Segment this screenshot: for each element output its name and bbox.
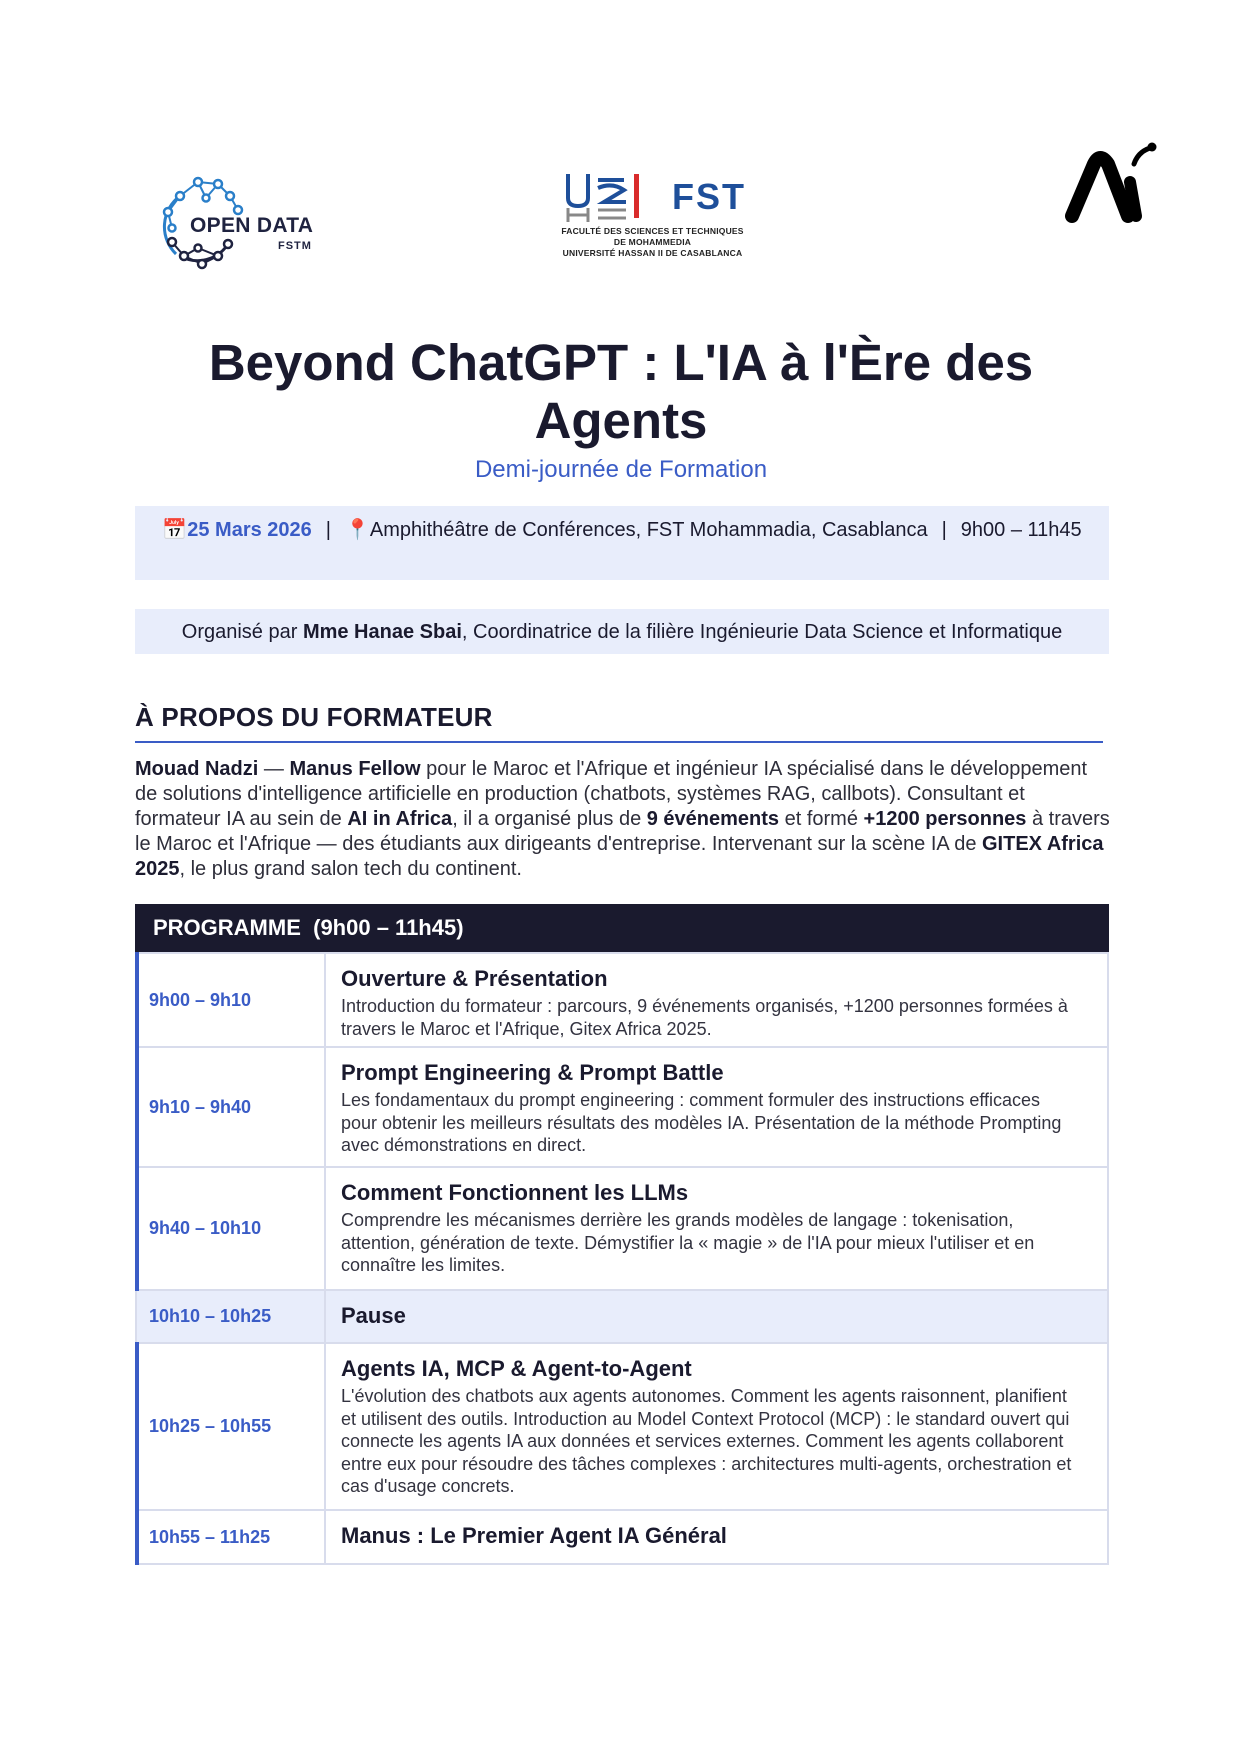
row-accent-bar <box>135 1509 139 1565</box>
trainer-name: Mouad Nadzi <box>135 758 259 780</box>
programme-row-description: L'évolution des chatbots aux agents autonomes. Comment les agents raisonnent, planifient et utilisent des outils. Introduction au Model Context Protocol (MCP) : le standard ouvert qui connecte les agents IA aux données et services externes. Comment les agents collaborent entre eux pour résoudre des tâches complexes : architectures multi-agents, orchestration et cas d'usage concrets. <box>341 1386 1072 1497</box>
trainer-people: +1200 personnes <box>863 808 1027 830</box>
trainer-role: Manus Fellow <box>289 758 421 780</box>
about-text: et formé <box>779 808 864 830</box>
row-divider <box>324 1344 326 1509</box>
about-text: — <box>258 758 290 780</box>
ai-in-africa-logo <box>1064 142 1160 226</box>
row-accent-bar <box>135 952 139 1048</box>
fst-logo-line-3: UNIVERSITÉ HASSAN II DE CASABLANCA <box>562 248 743 258</box>
row-divider <box>324 1168 326 1289</box>
programme-row-content <box>341 1303 1079 1329</box>
organizer-prefix: Organisé par <box>181 621 303 643</box>
event-date: 25 Mars 2026 <box>187 519 312 541</box>
programme-row-description: Comprendre les mécanismes derrière les grands modèles de langage : tokenisation, attention, génération de texte. Démystifier la « magie » de l'IA pour mieux l'utiliser et en connaître les limites. <box>341 1210 1035 1276</box>
organizer-name: Mme Hanae Sbai <box>302 621 462 643</box>
trainer-org: AI in Africa <box>347 808 453 830</box>
row-divider <box>324 1291 326 1342</box>
row-divider <box>324 1048 326 1166</box>
trainer-events: 9 événements <box>646 808 780 830</box>
programme-row-title: Pause <box>341 1303 406 1328</box>
about-text: , le plus grand salon tech du continent. <box>179 858 522 880</box>
programme-row-title: Comment Fonctionnent les LLMs <box>341 1180 689 1205</box>
programme-row-time: 10h10 – 10h25 <box>149 1306 272 1326</box>
programme-row-time: 9h00 – 9h10 <box>149 989 252 1010</box>
programme-row-title: Manus : Le Premier Agent IA Général <box>341 1523 727 1548</box>
fst-logo-mark: FST <box>672 176 746 217</box>
programme-row-time: 10h25 – 10h55 <box>149 1416 272 1436</box>
row-accent-bar <box>135 1046 139 1168</box>
ai-in-africa-logo-icon <box>1064 142 1160 226</box>
programme-row <box>135 1511 1109 1565</box>
calendar-icon: 📅 <box>162 519 188 541</box>
info-separator: | <box>325 519 331 541</box>
programme-header-title: PROGRAMME (9h00 – 11h45) <box>153 915 464 940</box>
open-data-logo <box>158 176 328 276</box>
programme-row-content <box>341 1060 1079 1157</box>
programme-row-description: Les fondamentaux du prompt engineering : comment formuler des instructions efficaces pour obtenir les meilleurs résultats des modèles IA. Présentation de la méthode Prompting avec démonstrations en direct. <box>341 1090 1062 1156</box>
programme-row-break <box>135 1291 1109 1344</box>
programme-row-title: Ouverture & Présentation <box>341 966 608 991</box>
programme-row <box>135 1048 1109 1168</box>
programme-row-time: 10h55 – 11h25 <box>149 1526 271 1547</box>
programme-row-content <box>341 1356 1079 1498</box>
event-info-line <box>145 518 1099 542</box>
row-divider <box>324 954 326 1046</box>
page-title: Beyond ChatGPT : L'IA à l'Ère des Agents <box>208 334 1034 449</box>
fst-logo <box>560 168 745 264</box>
event-time: 9h00 – 11h45 <box>960 519 1082 541</box>
fst-logo-line-2: DE MOHAMMEDIA <box>613 237 692 247</box>
programme-row <box>135 1168 1109 1291</box>
open-data-logo-title: OPEN DATA <box>190 214 314 237</box>
programme-row-title: Agents IA, MCP & Agent-to-Agent <box>341 1356 692 1381</box>
page-subtitle: Demi-journée de Formation <box>474 456 768 483</box>
organizer-box <box>135 609 1109 654</box>
programme-row-content <box>341 1180 1079 1277</box>
programme-header <box>135 904 1109 952</box>
programme-row-description: Introduction du formateur : parcours, 9 événements organisés, +1200 personnes formées à travers le Maroc et l'Afrique, Gitex Africa 2025. <box>341 996 1068 1039</box>
programme-row <box>135 1344 1109 1511</box>
uh2c-emblem-icon <box>564 172 642 224</box>
about-text: pour le Maroc et l'Afrique et ingénieur IA spécialisé dans le développement de solutions d'intelligence artificielle en production (chatbots, systèmes RAG, callbots). Consultant et formateur IA au sein de <box>135 758 1088 830</box>
fst-logo-line-1: FACULTÉ DES SCIENCES ET TECHNIQUES <box>561 226 744 236</box>
row-accent-bar <box>135 1166 139 1291</box>
event-info-box <box>135 506 1109 580</box>
about-paragraph <box>135 757 1110 882</box>
about-text: à travers le Maroc et l'Afrique — des étudiants aux dirigeants d'entreprise. Intervenant sur la scène IA de <box>135 808 1110 855</box>
programme-row-time: 9h40 – 10h10 <box>149 1218 262 1238</box>
organizer-role: , Coordinatrice de la filière Ingénieurie Data Science et Informatique <box>461 621 1063 643</box>
about-heading: À PROPOS DU FORMATEUR <box>135 702 493 732</box>
info-separator: | <box>941 519 947 541</box>
trainer-gitex: GITEX Africa 2025 <box>135 833 1104 880</box>
programme-row-content <box>341 1523 1079 1549</box>
organizer-line <box>135 621 1109 644</box>
about-text: , il a organisé plus de <box>452 808 647 830</box>
open-data-logo-subtitle: FSTM <box>278 240 312 252</box>
programme-row-time: 9h10 – 9h40 <box>149 1096 252 1117</box>
row-divider <box>324 1511 326 1563</box>
programme-row-content <box>341 966 1079 1040</box>
programme-row <box>135 952 1109 1048</box>
section-divider <box>135 741 1103 743</box>
programme-row-title: Prompt Engineering & Prompt Battle <box>341 1060 724 1085</box>
row-accent-bar <box>135 1342 139 1511</box>
event-location: Amphithéâtre de Conférences, FST Mohammadia, Casablanca <box>369 519 928 541</box>
location-pin-icon: 📍 <box>344 519 370 541</box>
